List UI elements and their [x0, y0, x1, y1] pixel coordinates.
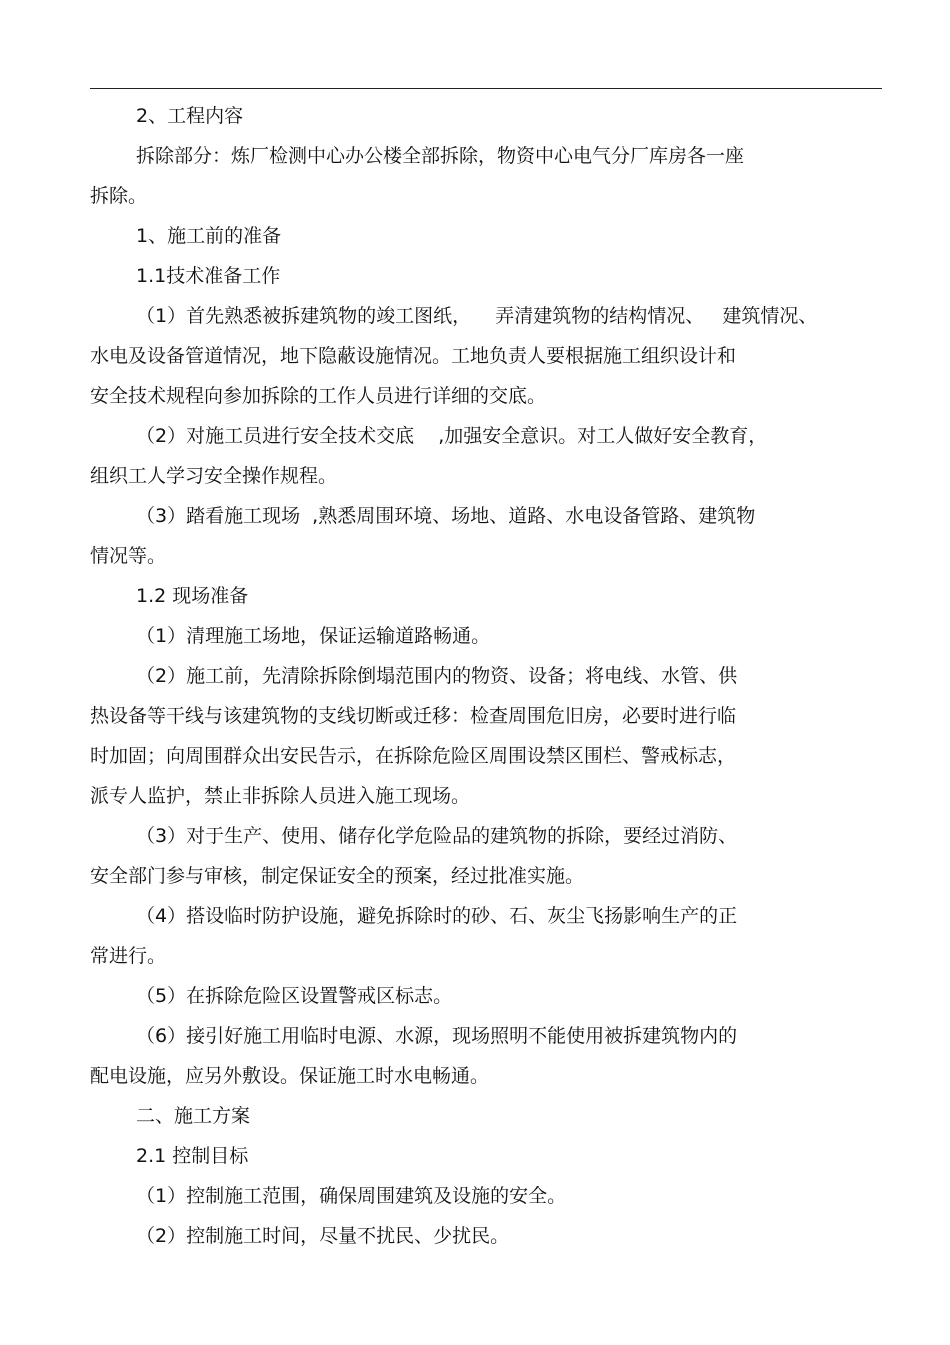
paragraph-line: 拆除。: [90, 185, 148, 207]
paragraph-line: （1）清理施工场地，保证运输道路畅通。: [136, 625, 491, 647]
header-rule: [90, 88, 882, 89]
heading-construction-plan: 二、施工方案: [136, 1105, 251, 1127]
paragraph-line: （4）搭设临时防护设施，避免拆除时的砂、石、灰尘飞扬影响生产的正: [136, 905, 738, 927]
heading-control-objectives: 2.1 控制目标: [136, 1145, 249, 1167]
paragraph-line: （1）首先熟悉被拆建筑物的竣工图纸， 弄清建筑物的结构情况、 建筑情况、: [136, 305, 818, 327]
paragraph-line: 热设备等干线与该建筑物的支线切断或迁移：检查周围危旧房，必要时进行临: [90, 705, 737, 727]
paragraph-line: 派专人监护，禁止非拆除人员进入施工现场。: [90, 785, 471, 807]
paragraph-line: （5）在拆除危险区设置警戒区标志。: [136, 985, 453, 1007]
paragraph-line: （3）踏看施工现场 ,熟悉周围环境、场地、道路、水电设备管路、建筑物: [136, 505, 756, 527]
heading-preparation: 1、施工前的准备: [136, 225, 282, 247]
paragraph-line: （1）控制施工范围，确保周围建筑及设施的安全。: [136, 1185, 567, 1207]
paragraph-line: 组织工人学习安全操作规程。: [90, 465, 338, 487]
paragraph-line: （2）对施工员进行安全技术交底 ,加强安全意识。对工人做好安全教育，: [136, 425, 768, 447]
paragraph-line: 常进行。: [90, 945, 167, 967]
paragraph-line: （6）接引好施工用临时电源、水源，现场照明不能使用被拆建筑物内的: [136, 1025, 738, 1047]
heading-project-content: 2、工程内容: [136, 105, 244, 127]
paragraph-line: （2）控制施工时间，尽量不扰民、少扰民。: [136, 1225, 510, 1247]
paragraph-line: 情况等。: [90, 545, 167, 567]
heading-technical-preparation: 1.1技术准备工作: [136, 265, 281, 287]
paragraph-line: （2）施工前，先清除拆除倒塌范围内的物资、设备；将电线、水管、供: [136, 665, 738, 687]
paragraph-line: 拆除部分：炼厂检测中心办公楼全部拆除，物资中心电气分厂库房各一座: [136, 145, 745, 167]
heading-site-preparation: 1.2 现场准备: [136, 585, 249, 607]
paragraph-line: 时加固；向周围群众出安民告示，在拆除危险区周围设禁区围栏、警戒标志，: [90, 745, 737, 767]
paragraph-line: （3）对于生产、使用、储存化学危险品的建筑物的拆除，要经过消防、: [136, 825, 738, 847]
paragraph-line: 水电及设备管道情况，地下隐蔽设施情况。工地负责人要根据施工组织设计和: [90, 345, 737, 367]
paragraph-line: 配电设施，应另外敷设。保证施工时水电畅通。: [90, 1065, 490, 1087]
paragraph-line: 安全部门参与审核，制定保证安全的预案，经过批准实施。: [90, 865, 585, 887]
paragraph-line: 安全技术规程向参加拆除的工作人员进行详细的交底。: [90, 385, 547, 407]
